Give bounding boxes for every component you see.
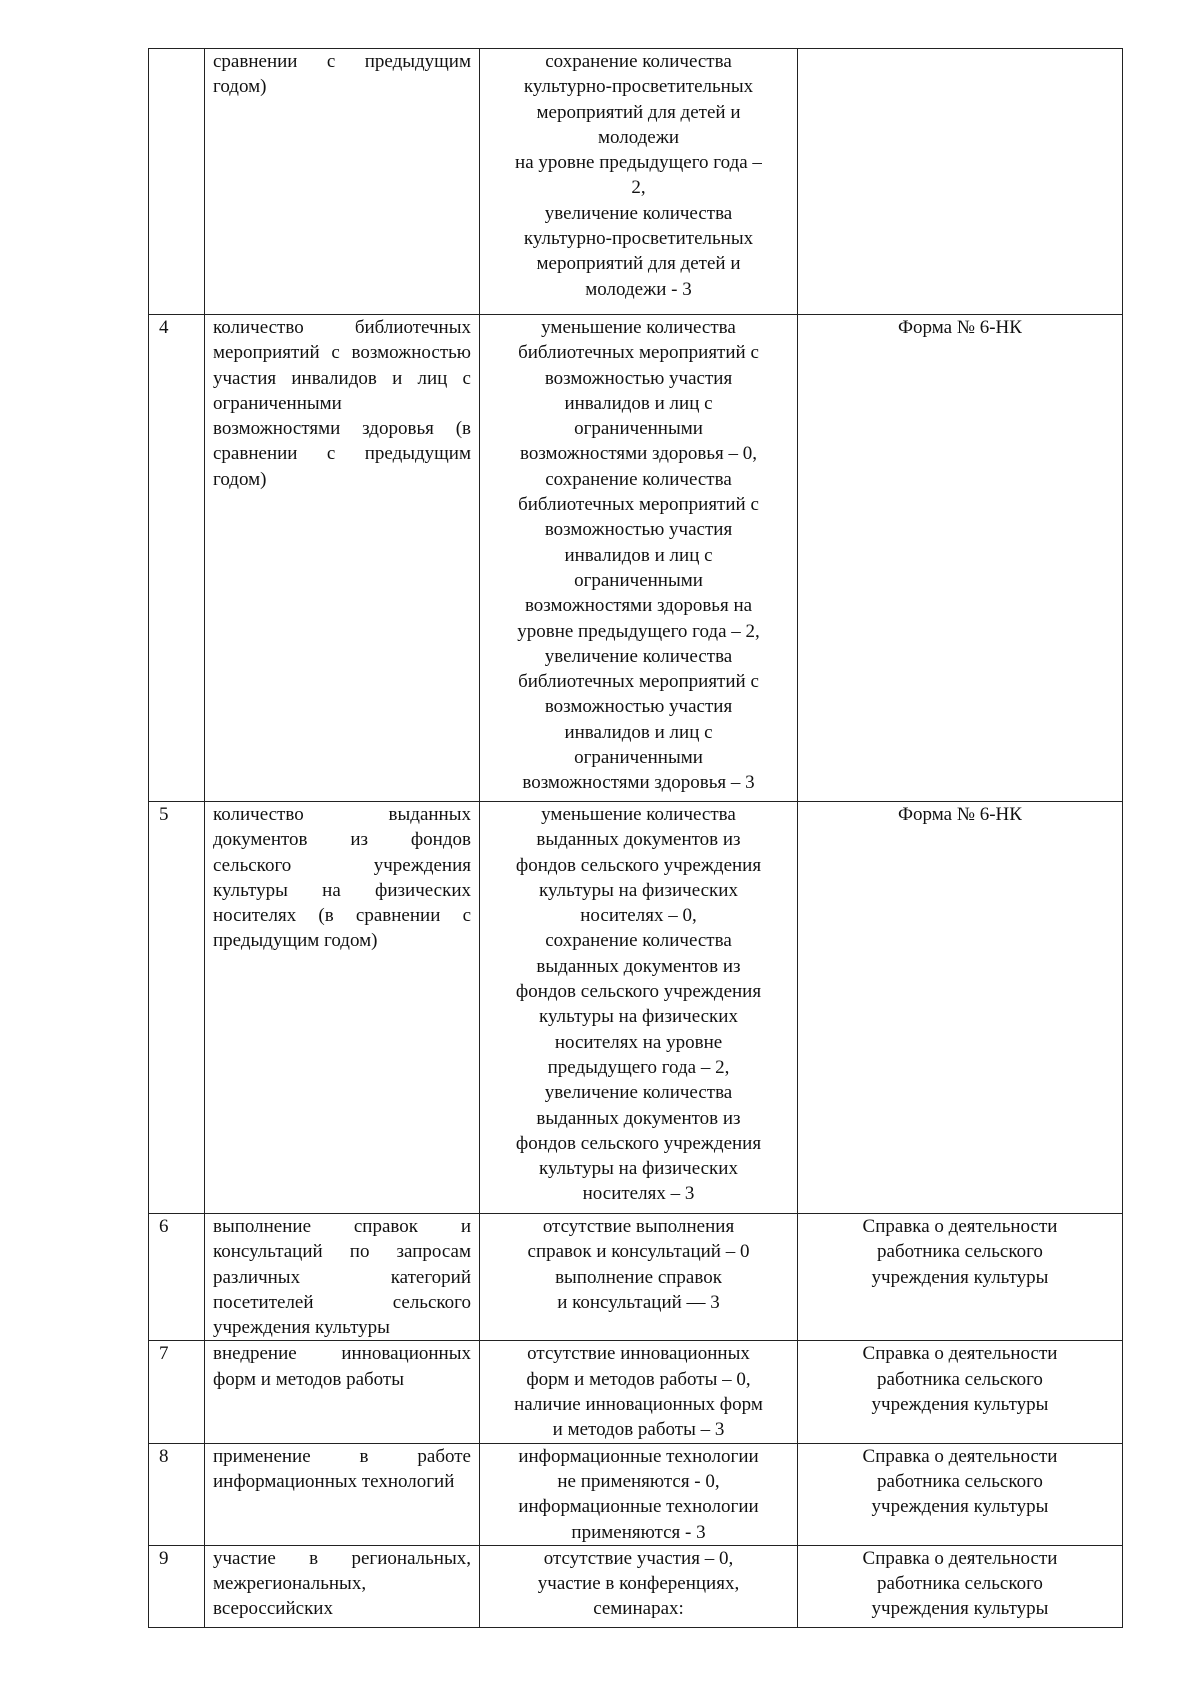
- criteria-line: возможностью участия: [544, 367, 733, 389]
- criteria-line: сохранение количества: [545, 51, 732, 72]
- source-line: Справка о деятельности: [862, 1216, 1058, 1237]
- criteria-line: библиотечных мероприятий с: [518, 342, 759, 364]
- indicator-text: участие в региональных, межрегиональных, всероссийских: [213, 1547, 471, 1620]
- table-row: [149, 802, 1123, 1214]
- criteria-line: выданных документов из: [536, 1107, 741, 1129]
- criteria-line: возможностями здоровья – 0,: [519, 443, 758, 465]
- source-cell: [798, 315, 1123, 802]
- row-number: 9: [149, 1545, 205, 1627]
- source-cell: [798, 49, 1123, 315]
- criteria-line: сохранение количества: [545, 930, 732, 952]
- criteria-line: отсутствие инновационных: [527, 1343, 750, 1365]
- criteria-line: мероприятий для детей и: [536, 101, 741, 123]
- source-line: учреждения культуры: [871, 1598, 1049, 1620]
- criteria-line: 2,: [631, 177, 646, 199]
- criteria-line: увеличение количества: [544, 1082, 733, 1104]
- indicator-text: сравнении с предыдущим годом): [213, 51, 471, 98]
- source-cell: [798, 1545, 1123, 1627]
- criteria-line: возможностью участия: [544, 696, 733, 718]
- criteria-line: справок и консультаций – 0: [527, 1241, 750, 1263]
- criteria-line: возможностью участия: [544, 519, 733, 541]
- indicator-text: выполнение справок и консультаций по запросам различных категорий посетителей сельского учреждения культуры: [213, 1216, 471, 1339]
- row-number: [149, 49, 205, 315]
- criteria-line: молодежи - 3: [585, 278, 692, 300]
- source-line: работника сельского: [877, 1573, 1043, 1595]
- indicator-cell: [205, 1545, 480, 1627]
- indicator-text: применение в работе информационных технологий: [213, 1445, 471, 1492]
- row-number: 5: [149, 802, 205, 1214]
- criteria-line: библиотечных мероприятий с: [518, 671, 759, 693]
- criteria-line: и методов работы – 3: [552, 1419, 725, 1441]
- criteria-line: культуры на физических: [539, 1006, 738, 1028]
- row-number: 8: [149, 1443, 205, 1545]
- criteria-line: инвалидов и лиц с: [564, 544, 713, 566]
- criteria-cell: [480, 1341, 798, 1443]
- criteria-line: семинарах:: [593, 1598, 684, 1620]
- criteria-line: ограниченными: [574, 418, 703, 440]
- indicator-text: количество выданных документов из фондов сельского учреждения культуры на физических носителях (в сравнении с предыдущим годом): [213, 804, 471, 952]
- source-line: учреждения культуры: [871, 1266, 1049, 1288]
- criteria-line: применяются - 3: [571, 1521, 706, 1543]
- criteria-line: фондов сельского учреждения: [515, 981, 762, 1003]
- table-row: [149, 1545, 1123, 1627]
- indicator-text: внедрение инновационных форм и методов работы: [213, 1343, 471, 1390]
- criteria-line: фондов сельского учреждения: [515, 1132, 762, 1154]
- source-line: работника сельского: [877, 1368, 1043, 1390]
- criteria-line: возможностями здоровья на: [524, 595, 753, 617]
- source-cell: [798, 1341, 1123, 1443]
- criteria-line: культурно-просветительных: [523, 76, 754, 98]
- criteria-cell: [480, 802, 798, 1214]
- criteria-line: сохранение количества: [545, 468, 732, 490]
- criteria-line: отсутствие выполнения: [542, 1216, 735, 1237]
- indicator-text: количество библиотечных мероприятий с возможностью участия инвалидов и лиц с ограниченными возможностями здоровья (в сравнении с предыдущим годом): [213, 317, 471, 490]
- source-line: Справка о деятельности: [862, 1343, 1058, 1365]
- row-number: 4: [149, 315, 205, 802]
- table-row: [149, 1214, 1123, 1341]
- criteria-line: инвалидов и лиц с: [564, 721, 713, 743]
- criteria-line: выданных документов из: [536, 829, 741, 851]
- criteria-line: культурно-просветительных: [523, 228, 754, 250]
- criteria-line: библиотечных мероприятий с: [518, 494, 759, 516]
- criteria-line: увеличение количества: [544, 202, 733, 224]
- indicator-cell: [205, 1214, 480, 1341]
- criteria-line: возможностями здоровья – 3: [522, 772, 755, 794]
- criteria-line: участие в конференциях,: [537, 1573, 740, 1595]
- source-cell: [798, 1214, 1123, 1341]
- criteria-line: ограниченными: [574, 747, 703, 769]
- source-cell: [798, 1443, 1123, 1545]
- row-number: 7: [149, 1341, 205, 1443]
- criteria-line: уровне предыдущего года – 2,: [517, 620, 760, 642]
- table-row: [149, 315, 1123, 802]
- criteria-line: фондов сельского учреждения: [515, 854, 762, 876]
- indicator-cell: [205, 1341, 480, 1443]
- criteria-line: выполнение справок: [555, 1266, 722, 1288]
- indicator-cell: [205, 802, 480, 1214]
- criteria-cell: [480, 1443, 798, 1545]
- table-row: [149, 1443, 1123, 1545]
- source-line: учреждения культуры: [871, 1394, 1049, 1416]
- source-line: работника сельского: [877, 1470, 1043, 1492]
- criteria-line: выданных документов из: [536, 955, 741, 977]
- source-line: Форма № 6-НК: [898, 317, 1022, 338]
- criteria-cell: [480, 1214, 798, 1341]
- criteria-line: информационные технологии: [518, 1445, 759, 1467]
- source-cell: [798, 802, 1123, 1214]
- criteria-cell: [480, 315, 798, 802]
- source-line: Справка о деятельности: [862, 1445, 1058, 1467]
- criteria-cell: [480, 1545, 798, 1627]
- source-line: Справка о деятельности: [862, 1547, 1058, 1569]
- criteria-line: уменьшение количества: [541, 317, 736, 338]
- criteria-line: молодежи: [597, 126, 680, 148]
- indicator-cell: [205, 49, 480, 315]
- criteria-line: инвалидов и лиц с: [564, 392, 713, 414]
- criteria-line: отсутствие участия – 0,: [543, 1547, 734, 1569]
- source-line: работника сельского: [877, 1241, 1043, 1263]
- row-number: 6: [149, 1214, 205, 1341]
- criteria-line: ограниченными: [574, 569, 703, 591]
- criteria-line: носителях на уровне: [554, 1031, 723, 1053]
- criteria-line: культуры на физических: [539, 879, 738, 901]
- criteria-line: на уровне предыдущего года –: [515, 152, 762, 174]
- source-line: учреждения культуры: [871, 1496, 1049, 1518]
- criteria-line: носителях – 0,: [580, 905, 697, 927]
- table-row: [149, 49, 1123, 315]
- criteria-line: уменьшение количества: [541, 804, 736, 825]
- criteria-line: мероприятий для детей и: [536, 253, 741, 275]
- criteria-cell: [480, 49, 798, 315]
- criteria-line: культуры на физических: [539, 1158, 738, 1180]
- source-line: Форма № 6-НК: [898, 804, 1022, 825]
- table-row: [149, 1341, 1123, 1443]
- criteria-line: носителях – 3: [582, 1183, 695, 1205]
- criteria-line: увеличение количества: [544, 645, 733, 667]
- criteria-line: предыдущего года – 2,: [547, 1056, 730, 1078]
- criteria-line: не применяются - 0,: [557, 1470, 720, 1492]
- indicator-cell: [205, 1443, 480, 1545]
- criteria-line: форм и методов работы – 0,: [526, 1368, 751, 1390]
- criteria-table: [148, 48, 1123, 1628]
- indicator-cell: [205, 315, 480, 802]
- criteria-line: и консультаций — 3: [557, 1291, 720, 1313]
- criteria-line: информационные технологии: [518, 1496, 759, 1518]
- criteria-line: наличие инновационных форм: [514, 1394, 763, 1416]
